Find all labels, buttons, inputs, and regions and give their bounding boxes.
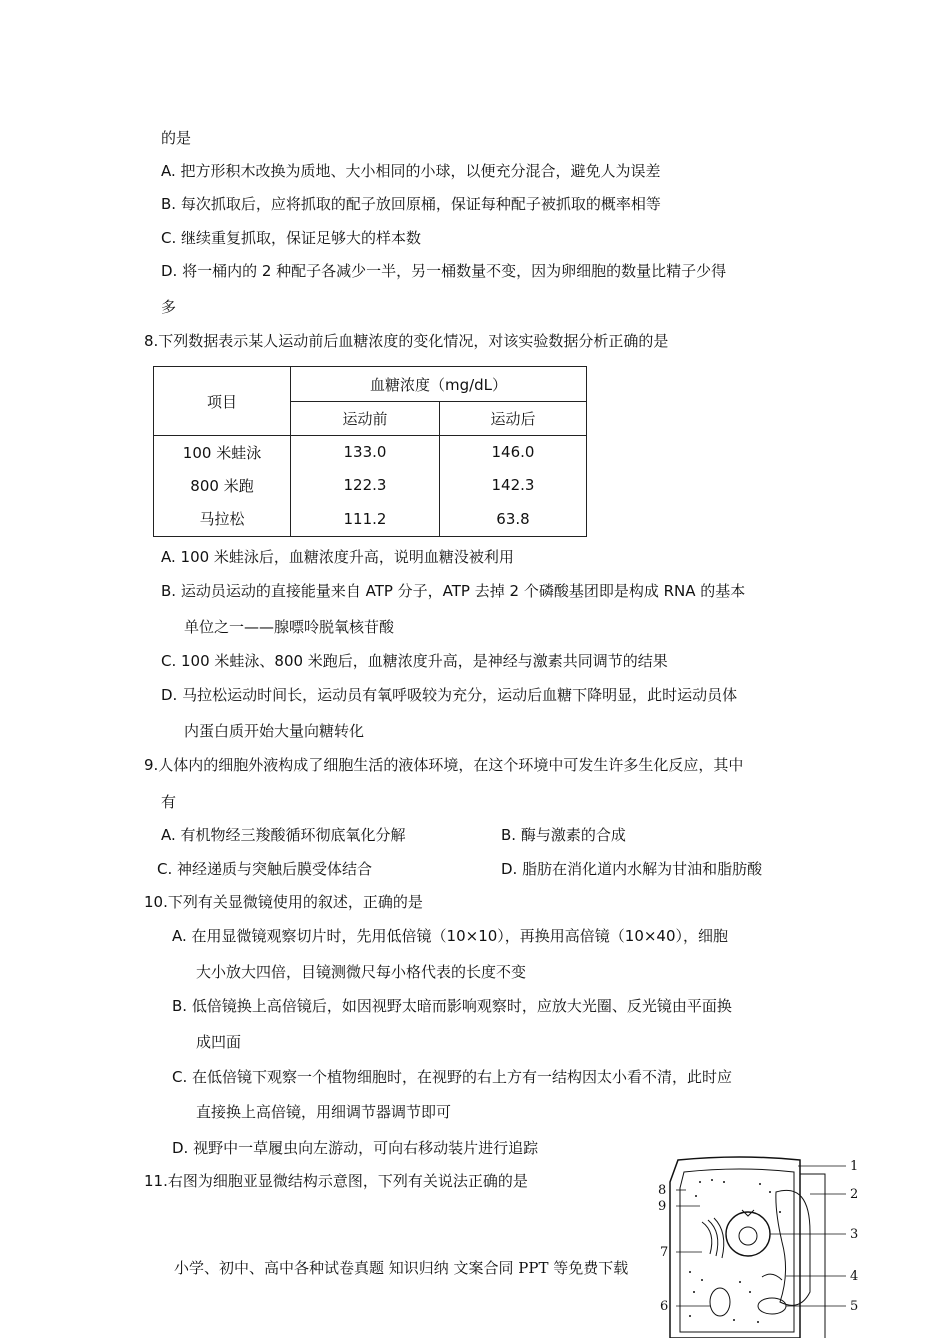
table-row bbox=[154, 502, 587, 537]
glucose-table bbox=[153, 366, 587, 537]
golgi bbox=[702, 1218, 724, 1258]
figure-label-3: 3 bbox=[850, 1227, 859, 1242]
organelle bbox=[762, 1274, 782, 1280]
q10-option-a-cont: 大小放大四倍，目镜测微尺每小格代表的长度不变 bbox=[196, 963, 527, 981]
table-header-group: 血糖浓度（mg/dL） bbox=[291, 367, 587, 402]
q8-option-a: A. 100 米蛙泳后，血糖浓度升高，说明血糖没被利用 bbox=[161, 548, 514, 566]
q10-option-a: A. 在用显微镜观察切片时，先用低倍镜（10×10），再换用高倍镜（10×40），细胞 bbox=[172, 927, 729, 945]
q7-option-a: A. 把方形积木改换为质地、大小相同的小球，以便充分混合，避免人为误差 bbox=[161, 162, 661, 180]
leader-lines bbox=[676, 1166, 846, 1306]
table-row bbox=[154, 436, 587, 469]
q7-option-c: C. 继续重复抓取，保证足够大的样本数 bbox=[161, 229, 422, 247]
q10-option-b: B. 低倍镜换上高倍镜后，如因视野太暗而影响观察时，应放大光圈、反光镜由平面换 bbox=[172, 997, 732, 1015]
q10-stem: 10.下列有关显微镜使用的叙述，正确的是 bbox=[144, 893, 423, 911]
row-item: 800 米跑 bbox=[154, 469, 291, 502]
q8-option-b-cont: 单位之一——腺嘌呤脱氧核苷酸 bbox=[184, 618, 395, 636]
q7-option-d-cont: 多 bbox=[161, 298, 177, 316]
row-after: 146.0 bbox=[440, 436, 587, 469]
chloroplast bbox=[758, 1298, 786, 1314]
q10-option-c: C. 在低倍镜下观察一个植物细胞时，在视野的右上方有一结构因太小看不清，此时应 bbox=[172, 1068, 733, 1086]
q8-option-b: B. 运动员运动的直接能量来自 ATP 分子，ATP 去掉 2 个磷酸基团即是构成 RNA 的基本 bbox=[161, 582, 746, 600]
q8-option-d: D. 马拉松运动时间长，运动员有氧呼吸较为充分，运动后血糖下降明显，此时运动员体 bbox=[161, 686, 738, 704]
q9-stem: 9.人体内的细胞外液构成了细胞生活的液体环境，在这个环境中可发生许多生化反应，其中 bbox=[144, 756, 744, 774]
cell-membrane bbox=[680, 1169, 794, 1332]
row-item: 100 米蛙泳 bbox=[154, 436, 291, 469]
figure-label-8: 8 bbox=[658, 1183, 667, 1198]
table-header-item: 项目 bbox=[154, 367, 291, 436]
row-after: 142.3 bbox=[440, 469, 587, 502]
q7-option-d: D. 将一桶内的 2 种配子各减少一半，另一桶数量不变，因为卵细胞的数量比精子少得 bbox=[161, 262, 727, 280]
table-row bbox=[154, 469, 587, 502]
figure-label-1: 1 bbox=[850, 1159, 859, 1174]
q10-option-c-cont: 直接换上高倍镜，用细调节器调节即可 bbox=[196, 1103, 452, 1121]
q8-stem: 8.下列数据表示某人运动前后血糖浓度的变化情况，对该实验数据分析正确的是 bbox=[144, 332, 669, 350]
nucleus bbox=[726, 1212, 770, 1256]
page-footer: 小学、初中、高中各种试卷真题 知识归纳 文案合同 PPT 等免费下载 bbox=[174, 1259, 629, 1277]
mitochondrion bbox=[710, 1288, 730, 1316]
nucleolus bbox=[739, 1227, 757, 1245]
table-header-before: 运动前 bbox=[291, 402, 440, 436]
table-header-after: 运动后 bbox=[440, 402, 587, 436]
q7-option-b: B. 每次抓取后，应将抓取的配子放回原桶，保证每种配子被抓取的概率相等 bbox=[161, 195, 661, 213]
q10-option-d: D. 视野中一草履虫向左游动，可向右移动装片进行追踪 bbox=[172, 1139, 539, 1157]
row-item: 马拉松 bbox=[154, 502, 291, 537]
figure-label-6: 6 bbox=[660, 1299, 669, 1314]
q10-option-b-cont: 成凹面 bbox=[196, 1033, 242, 1051]
row-after: 63.8 bbox=[440, 502, 587, 537]
q9-option-d: D. 脂肪在消化道内水解为甘油和脂肪酸 bbox=[501, 860, 763, 878]
q11-stem: 11.右图为细胞亚显微结构示意图，下列有关说法正确的是 bbox=[144, 1172, 528, 1190]
figure-label-5: 5 bbox=[850, 1299, 859, 1314]
cell-diagram bbox=[650, 1152, 870, 1338]
row-before: 133.0 bbox=[291, 436, 440, 469]
vacuole bbox=[776, 1190, 810, 1305]
row-before: 111.2 bbox=[291, 502, 440, 537]
q8-option-c: C. 100 米蛙泳、800 米跑后，血糖浓度升高，是神经与激素共同调节的结果 bbox=[161, 652, 668, 670]
row-before: 122.3 bbox=[291, 469, 440, 502]
figure-label-9: 9 bbox=[658, 1199, 667, 1214]
neighbor-cell-wall bbox=[800, 1174, 825, 1338]
figure-label-2: 2 bbox=[850, 1187, 859, 1202]
q9-option-b: B. 酶与激素的合成 bbox=[501, 826, 626, 844]
q7-tail: 的是 bbox=[161, 129, 192, 147]
q8-option-d-cont: 内蛋白质开始大量向糖转化 bbox=[184, 722, 365, 740]
q9-option-c: C. 神经递质与突触后膜受体结合 bbox=[157, 860, 373, 878]
figure-label-4: 4 bbox=[850, 1269, 859, 1284]
q9-stem-cont: 有 bbox=[161, 793, 177, 811]
cell-wall bbox=[670, 1157, 800, 1338]
figure-label-7: 7 bbox=[660, 1245, 669, 1260]
q9-option-a: A. 有机物经三羧酸循环彻底氧化分解 bbox=[161, 826, 406, 844]
